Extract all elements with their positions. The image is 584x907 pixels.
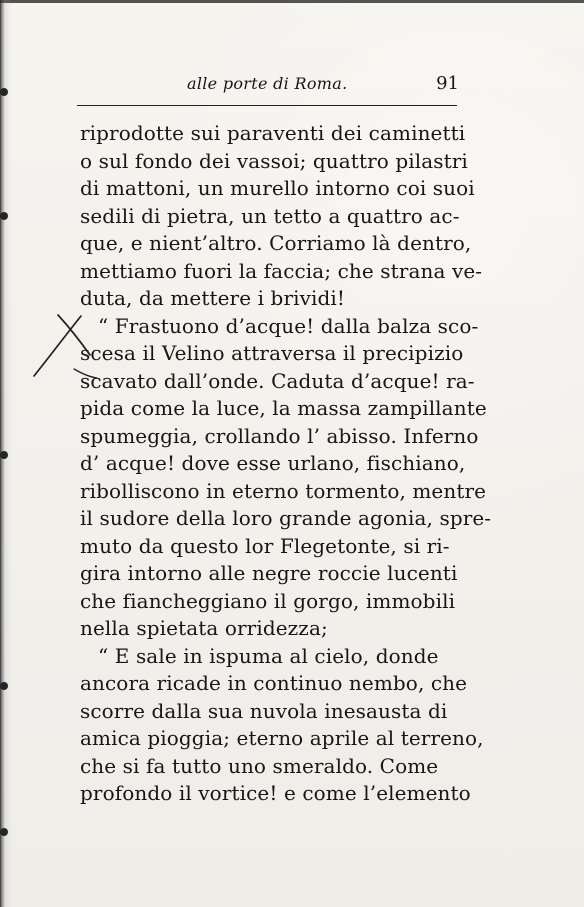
page-number: 91 — [436, 73, 459, 94]
text-line: o sul fondo dei vassoi; quattro pilastri — [80, 148, 468, 173]
text-line: che fiancheggiano il gorgo, immobili — [80, 588, 456, 613]
text-line: muto da questo lor Flegetonte, si ri- — [80, 533, 450, 558]
binding-mark — [0, 451, 8, 459]
text-line: que, e nient’altro. Corriamo là dentro, — [80, 231, 472, 255]
text-line: profondo il vortice! e come l’elemento — [80, 781, 471, 805]
text-line: nella spietata orridezza; — [80, 616, 328, 640]
binding-mark — [0, 682, 8, 690]
text-line: amica pioggia; eterno aprile al terreno, — [80, 726, 484, 750]
page-top-edge — [0, 0, 584, 3]
text-line: “ Frastuono d’acque! dalla balza sco- — [98, 313, 479, 338]
text-line: gira intorno alle negre roccie lucenti — [80, 561, 458, 585]
text-line: sedili di pietra, un tetto a quattro ac- — [80, 203, 460, 228]
binding-mark — [0, 212, 8, 220]
body-text — [80, 120, 492, 808]
binding-mark — [0, 88, 8, 96]
text-line: spumeggia, crollando l’ abisso. Inferno — [80, 423, 479, 448]
text-line: pida come la luce, la massa zampillante — [80, 396, 487, 420]
page-header — [77, 71, 464, 101]
text-line: scavato dall’onde. Caduta d’acque! ra- — [80, 368, 475, 393]
text-line: scorre dalla sua nuvola inesausta di — [80, 698, 448, 723]
text-line: che si fa tutto uno smeraldo. Come — [80, 753, 439, 778]
text-line: ribolliscono in eterno tormento, mentre — [80, 478, 487, 503]
text-line: duta, da mettere i brividi! — [80, 286, 346, 310]
text-line: mettiamo fuori la faccia; che strana ve- — [80, 258, 483, 283]
binding-mark — [0, 828, 8, 836]
text-line: “ E sale in ispuma al cielo, donde — [98, 643, 439, 668]
running-head: alle porte di Roma. — [187, 74, 348, 93]
text-line: d’ acque! dove esse urlano, fischiano, — [80, 451, 466, 475]
text-line: ancora ricade in continuo nembo, che — [80, 671, 468, 695]
text-line: riprodotte sui paraventi dei caminetti — [80, 121, 466, 145]
text-line: il sudore della loro grande agonia, spre- — [80, 506, 492, 530]
text-line: di mattoni, un murello intorno coi suoi — [80, 176, 475, 200]
header-rule — [77, 105, 457, 106]
text-line: scesa il Velino attraversa il precipizio — [80, 341, 464, 365]
